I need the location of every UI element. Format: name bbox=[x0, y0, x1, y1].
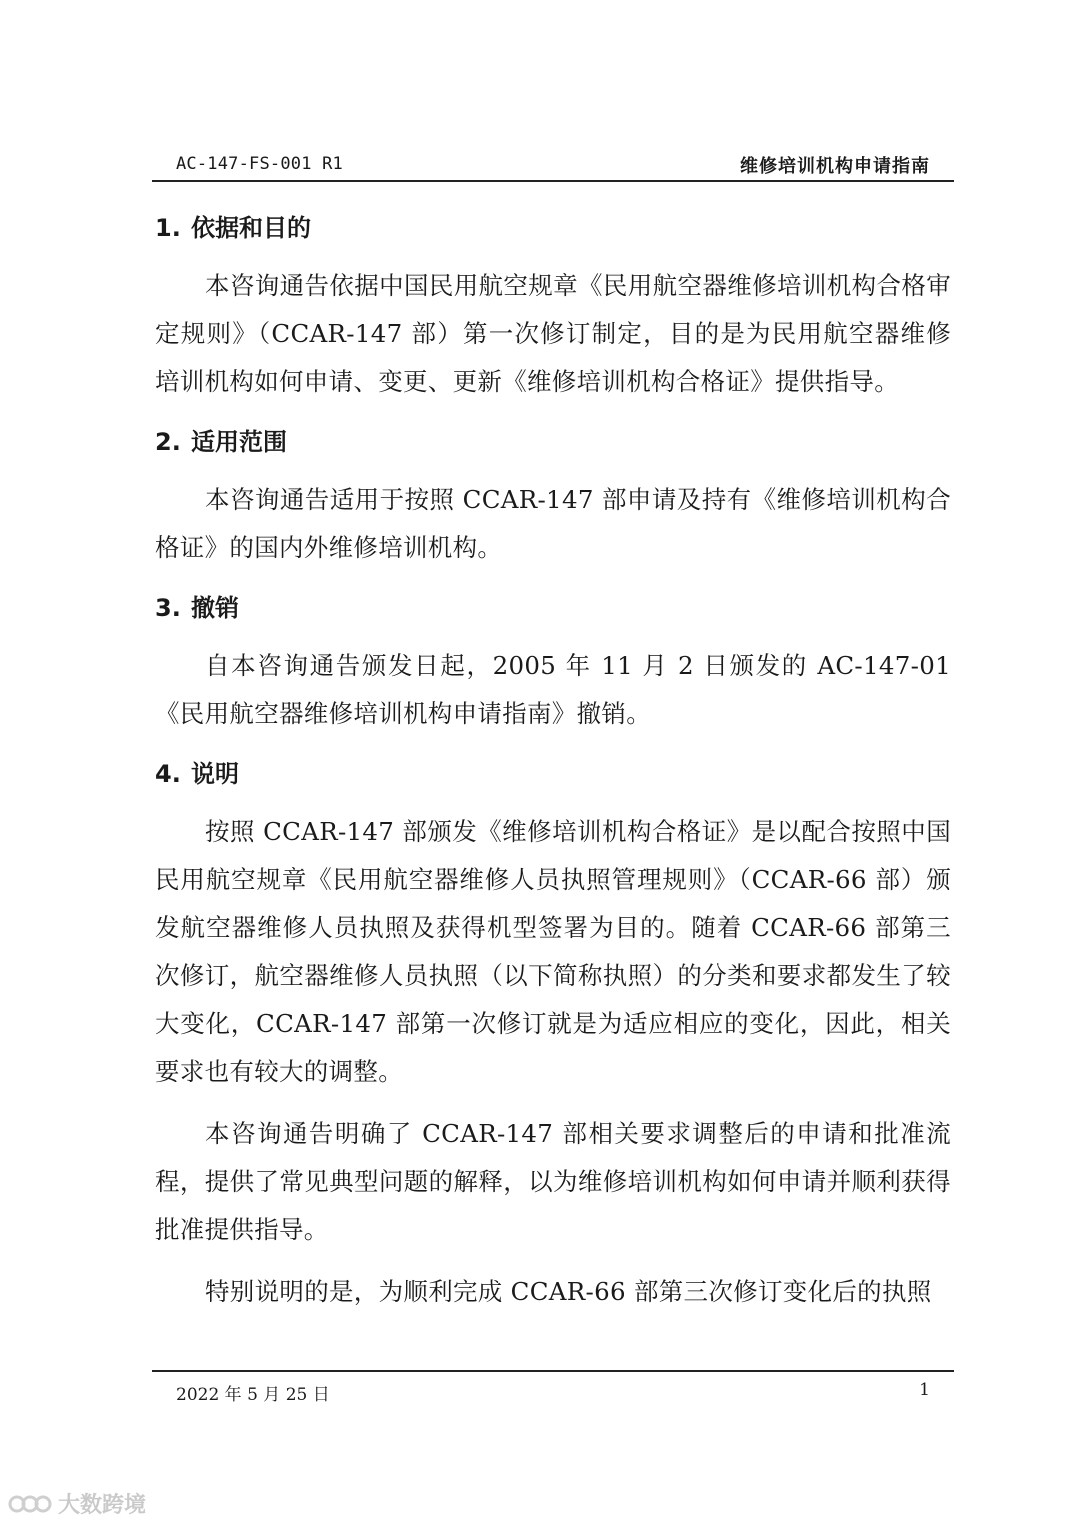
watermark-text: 大数跨境 bbox=[58, 1493, 147, 1518]
page-header bbox=[152, 150, 954, 182]
paragraph: 按照 CCAR-147 部颁发《维修培训机构合格证》是以配合按照中国民用航空规章《民用航空器维修人员执照管理规则》（CCAR-66 部）颁发航空器维修人员执照及获得机型签署为目的。随着 CCAR-66 部第三次修订，航空器维修人员执照（以下简称执照）的分类和要求都发生了较大变化，CCAR-147 部第一次修订就是为适应相应的变化，因此，相关要求也有较大的调整。 bbox=[155, 817, 951, 1086]
watermark-logo-icon bbox=[8, 1491, 52, 1517]
section-number: 2. bbox=[155, 428, 181, 456]
section-title: 撤销 bbox=[191, 594, 239, 622]
issue-date: 2022 年 5 月 25 日 bbox=[176, 1385, 330, 1405]
paragraph: 本咨询通告适用于按照 CCAR-147 部申请及持有《维修培训机构合格证》的国内外维修培训机构。 bbox=[155, 485, 951, 562]
page-number: 1 bbox=[919, 1380, 930, 1400]
section-title: 依据和目的 bbox=[191, 214, 311, 242]
section-number: 4. bbox=[155, 760, 181, 788]
section-number: 3. bbox=[155, 594, 181, 622]
paragraph: 本咨询通告明确了 CCAR-147 部相关要求调整后的申请和批准流程，提供了常见典型问题的解释，以为维修培训机构如何申请并顺利获得批准提供指导。 bbox=[155, 1119, 951, 1244]
section-number: 1. bbox=[155, 214, 181, 242]
doc-title: 维修培训机构申请指南 bbox=[740, 156, 930, 177]
paragraph: 本咨询通告依据中国民用航空规章《民用航空器维修培训机构合格审定规则》（CCAR-147 部）第一次修订制定，目的是为民用航空器维修培训机构如何申请、变更、更新《维修培训机构合格证》提供指导。 bbox=[155, 271, 951, 396]
page-footer bbox=[152, 1370, 954, 1406]
paragraph: 特别说明的是，为顺利完成 CCAR-66 部第三次修订变化后的执照 bbox=[205, 1277, 932, 1306]
section-title: 适用范围 bbox=[191, 428, 287, 456]
paragraph: 自本咨询通告颁发日起，2005 年 11 月 2 日颁发的 AC-147-01《民用航空器维修培训机构申请指南》撤销。 bbox=[155, 651, 951, 728]
doc-code: AC-147-FS-001 R1 bbox=[176, 154, 343, 174]
section-heading bbox=[155, 752, 951, 796]
section-title: 说明 bbox=[191, 760, 239, 788]
document-body bbox=[155, 196, 951, 1330]
section-heading bbox=[155, 206, 951, 250]
watermark bbox=[8, 1488, 146, 1519]
section-heading bbox=[155, 586, 951, 630]
section-heading bbox=[155, 420, 951, 464]
